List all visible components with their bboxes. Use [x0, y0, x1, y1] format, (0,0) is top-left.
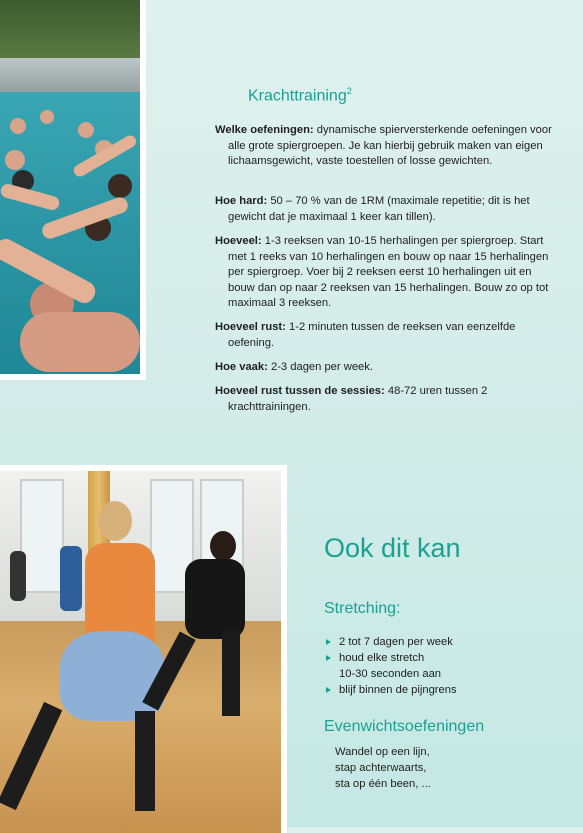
kracht-item-hoe-vaak: [215, 360, 560, 376]
dancer-blue-skirt: [60, 631, 165, 721]
trees-background: [0, 0, 140, 66]
kracht-label: Hoe vaak:: [215, 361, 268, 373]
studio-window: [20, 479, 64, 593]
dancer-head: [98, 501, 132, 541]
bullet-triangle-icon: [326, 639, 331, 645]
dancer-leg: [222, 631, 240, 716]
dance-class-photo: [0, 465, 287, 833]
kracht-label: Hoeveel rust tussen de sessies:: [215, 385, 385, 397]
kracht-label: Welke oefeningen:: [215, 124, 314, 136]
stretching-list: [326, 634, 457, 698]
evenwicht-title: Evenwichtsoefeningen: [324, 718, 485, 735]
kracht-label: Hoe hard:: [215, 195, 268, 207]
kracht-text: 2-3 dagen per week.: [267, 361, 373, 373]
kracht-item-hoeveel: [215, 234, 560, 312]
list-item: houd elke stretch 10-30 seconden aan: [326, 650, 457, 682]
evenwicht-text: [335, 744, 431, 792]
aqua-fitness-photo: [0, 0, 146, 380]
bullet-triangle-icon: [326, 655, 331, 661]
kracht-text: dynamische spierversterkende oefeningen voor alle grote spiergroepen. Je kan hierbij gebruik maken van eigen lichaamsgewicht, vaste toestellen of losse gewichten.: [228, 124, 552, 168]
kracht-item-hoe-hard: [215, 194, 560, 225]
kracht-item-rust-sessies: [215, 384, 560, 415]
kracht-text: 1-2 minuten tussen de reeksen van eenzelfde oefening.: [228, 321, 516, 349]
evenwicht-line: sta op één been, ...: [335, 778, 431, 790]
kracht-label: Hoeveel:: [215, 235, 262, 247]
bullet-triangle-icon: [326, 687, 331, 693]
list-item: blijf binnen de pijngrens: [326, 682, 457, 698]
kracht-text: 1-3 reeksen van 10-15 herhalingen per spiergroep. Start met 1 reeks van 10 herhalingen en bouw op naar 15 herhalingen per spiergroep. Voer bij 2 reeksen eerst 10 herhalingen uit en bouw dan op naar 2 reeksen van 15 herhalingen. Bouw zo op tot maximaal 3 reeksen.: [228, 235, 549, 310]
krachttraining-title: Krachttraining$^2$: [248, 86, 352, 105]
dancer-black-shirt: [185, 559, 245, 639]
swimmer-head: [40, 110, 54, 124]
evenwicht-line: Wandel op een lijn,: [335, 746, 430, 758]
kracht-item-oefeningen: [215, 123, 560, 170]
swimmer-head: [78, 122, 94, 138]
background-dancer: [10, 551, 26, 601]
swimmer-head: [108, 174, 132, 198]
kracht-text: 50 – 70 % van de 1RM (maximale repetitie; dit is het gewicht dat je maximaal 1 keer kan tillen).: [228, 195, 530, 223]
list-item: 2 tot 7 dagen per week: [326, 634, 457, 650]
swimmer-head: [10, 118, 26, 134]
kracht-item-hoeveel-rust: [215, 320, 560, 351]
kracht-text: 48-72 uren tussen 2 krachttrainingen.: [228, 385, 488, 413]
footnote-marker: 2: [346, 86, 352, 96]
swimmer-shoulders: [20, 312, 140, 372]
evenwicht-line: stap achterwaarts,: [335, 762, 427, 774]
swimmer-head: [5, 150, 25, 170]
ook-dit-kan-title: Ook dit kan: [324, 533, 461, 563]
stretching-title: Stretching:: [324, 600, 401, 617]
kracht-label: Hoeveel rust:: [215, 321, 286, 333]
dancer-leg: [135, 711, 155, 811]
dancer-head: [210, 531, 236, 561]
background-dancer: [60, 546, 82, 611]
